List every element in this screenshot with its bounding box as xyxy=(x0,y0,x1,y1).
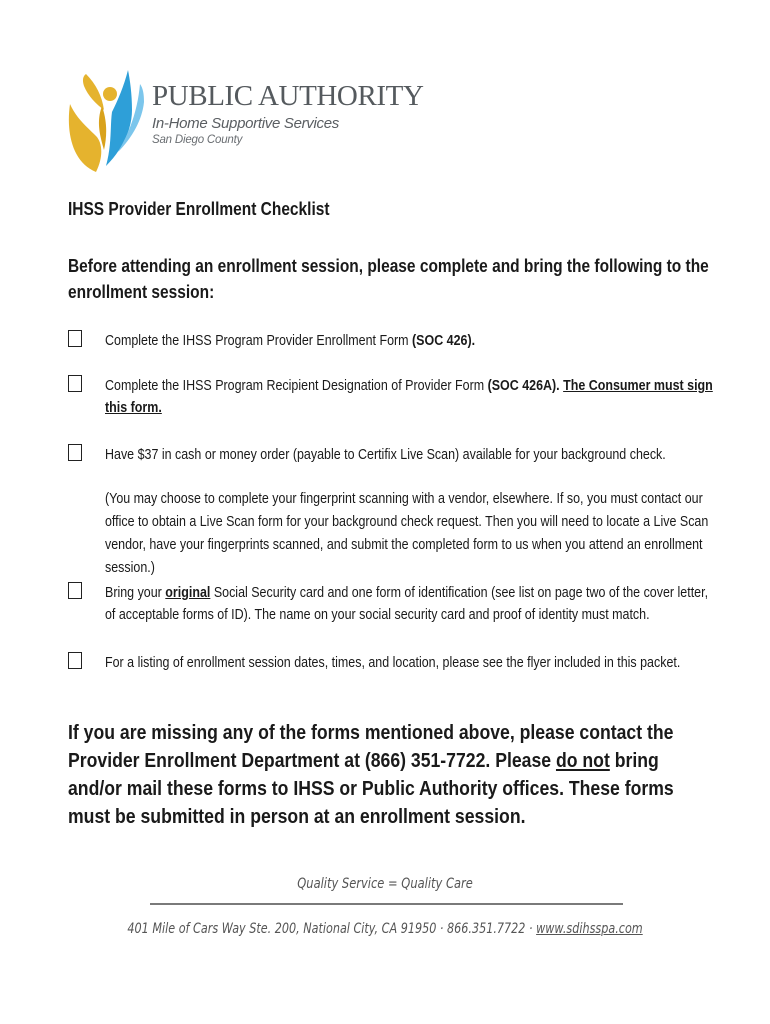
item-text: Bring your xyxy=(105,585,166,601)
item-text: Have $37 in cash or money order (payable to Certifix Live Scan) available for your background check. xyxy=(105,447,666,463)
footer-address: 401 Mile of Cars Way Ste. 200, National City, CA 91950 · 866.351.7722 · xyxy=(127,921,537,937)
checkbox[interactable] xyxy=(68,330,82,347)
checkbox[interactable] xyxy=(68,582,82,599)
footer-contact xyxy=(0,921,770,937)
form-code: (SOC 426). xyxy=(412,333,476,349)
fingerprint-note: (You may choose to complete your fingerprint scanning with a vendor, elsewhere. If so, you must contact our office to obtain a Live Scan form for your background check request. Then you will need to locate a Live Scan vendor, have your fingerprints scanned, and submit the completed form to us when you attend an enrollment session.) xyxy=(105,491,709,576)
organization-subtitle: In-Home Supportive Services xyxy=(152,115,339,132)
tagline-text: Quality Service = Quality Care xyxy=(297,876,473,892)
checklist-item-text xyxy=(105,652,770,674)
checkbox[interactable] xyxy=(68,444,82,461)
website-link[interactable]: www.sdihsspa.com xyxy=(536,921,643,937)
consumer-sign-note: The Consumer must sign this form. xyxy=(105,378,713,416)
checklist-item-text xyxy=(105,444,770,466)
checklist-item-text xyxy=(105,330,770,352)
item-text: Social Security card and one form of identification (see list on page two of the cover letter, of acceptable forms of ID). The name on your social security card and proof of identity must match. xyxy=(105,585,709,623)
intro-text-content: Before attending an enrollment session, please complete and bring the following to the enrollment session: xyxy=(68,256,709,302)
original-emphasis: original xyxy=(165,585,211,601)
organization-county: San Diego County xyxy=(152,134,243,146)
checklist-item-text xyxy=(105,582,720,626)
checkbox[interactable] xyxy=(68,375,82,392)
intro-text xyxy=(68,253,739,305)
page-title: IHSS Provider Enrollment Checklist xyxy=(68,199,330,219)
person-with-raised-arms-leaf-icon xyxy=(66,66,148,176)
item-text: Complete the IHSS Program Provider Enrollment Form xyxy=(105,333,413,349)
closing-statement xyxy=(68,719,696,831)
form-code: (SOC 426A). xyxy=(487,378,560,394)
footer-divider xyxy=(150,903,623,905)
do-not-emphasis: do not xyxy=(555,749,610,772)
tagline xyxy=(0,876,770,892)
checkbox[interactable] xyxy=(68,652,82,669)
public-authority-logo xyxy=(66,66,424,176)
closing-text: If you are missing any of the forms mentioned above, please contact the Provider Enrollment Department at (866) 351-7722. Please xyxy=(68,721,674,772)
closing-text: bring and/or mail these forms to IHSS or Public Authority offices. These forms must be submitted in person at an enrollment session. xyxy=(68,749,674,828)
organization-name: PUBLIC AUTHORITY xyxy=(152,80,424,112)
item-text: For a listing of enrollment session dates, times, and location, please see the flyer included in this packet. xyxy=(105,655,681,671)
checklist-item-text xyxy=(105,375,724,419)
item-text: Complete the IHSS Program Recipient Designation of Provider Form xyxy=(105,378,488,394)
